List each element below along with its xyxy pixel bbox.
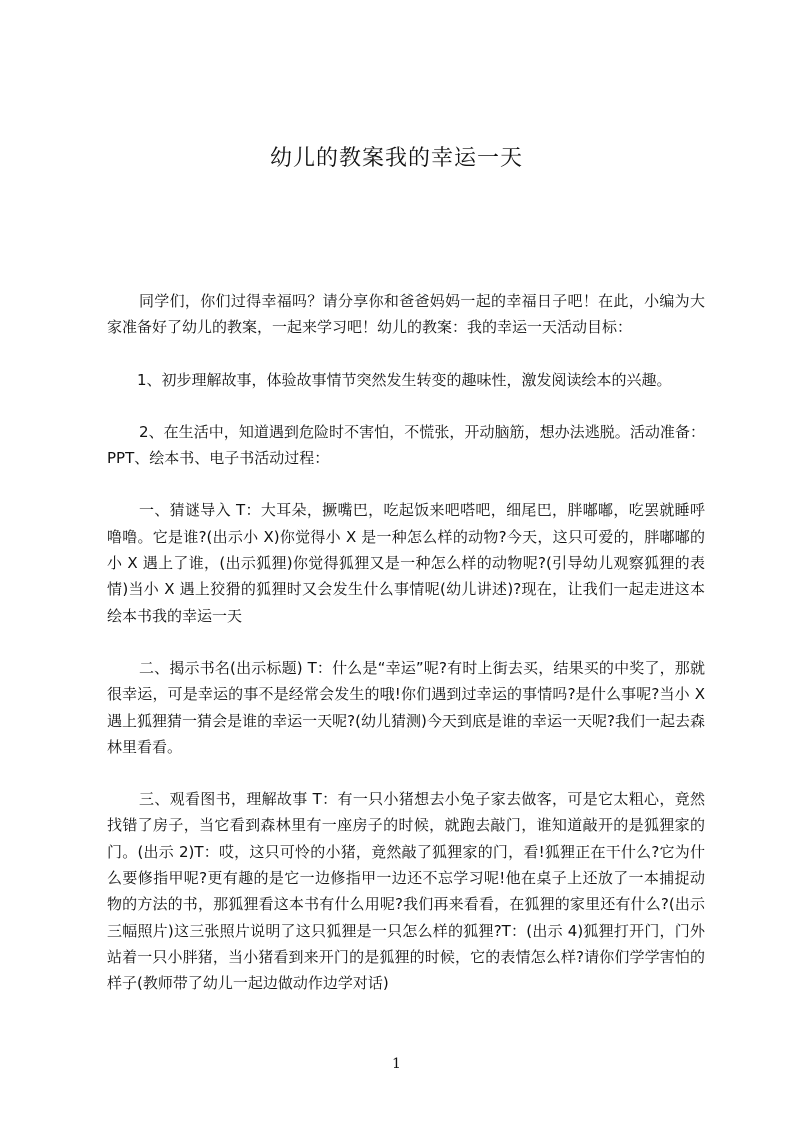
document-title: 幼儿的教案我的幸运一天 bbox=[269, 146, 523, 171]
document-body bbox=[107, 288, 705, 1023]
paragraph-objective-2: 2、在生活中，知道遇到危险时不害怕，不慌张，开动脑筋，想办法逃脱。活动准备：PPT、绘本书、电子书活动过程： bbox=[107, 422, 705, 468]
paragraph-intro: 同学们，你们过得幸福吗？请分享你和爸爸妈妈一起的幸福日子吧！在此，小编为大家准备好了幼儿的教案，一起来学习吧！幼儿的教案：我的幸运一天活动目标： bbox=[107, 292, 705, 337]
paragraph-objective-1: 1、初步理解故事，体验故事情节突然发生转变的趣味性，激发阅读绘本的兴趣。 bbox=[137, 370, 672, 389]
page-number: 1 bbox=[392, 1056, 401, 1072]
paragraph-section-1: 一、猜谜导入 T：大耳朵，撅嘴巴，吃起饭来吧嗒吧，细尾巴，胖嘟嘟，吃罢就睡呼噜噜。它是谁?(出示小 X)你觉得小 X 是一种怎么样的动物?今天，这只可爱的，胖嘟嘟的小 X 遇上了谁，(出示狐狸)你觉得狐狸又是一种怎么样的动物呢?(引导幼儿观察狐狸的表情)当小 X 遇上狡猾的狐狸时又会发生什么事情呢(幼儿讲述)?现在，让我们一起走进这本绘本书我的幸运一天 bbox=[107, 501, 705, 625]
paragraph-section-2: 二、揭示书名(出示标题) T：什么是“幸运”呢?有时上街去买，结果买的中奖了，那就很幸运，可是幸运的事不是经常会发生的哦!你们遇到过幸运的事情吗?是什么事呢?当小 X 遇上狐狸猜一猜会是谁的幸运一天呢?(幼儿猜测)今天到底是谁的幸运一天呢?我们一起去森林里看看。 bbox=[107, 658, 705, 756]
paragraph-section-3: 三、观看图书，理解故事 T：有一只小猪想去小兔子家去做客，可是它太粗心，竟然找错了房子，当它看到森林里有一座房子的时候，就跑去敲门，谁知道敲开的是狐狸家的门。(出示 2)T：哎，这只可怜的小猪，竟然敲了狐狸家的门，看!狐狸正在干什么?它为什么要修指甲呢?更有趣的是它一边修指甲一边还不忘学习呢!他在桌子上还放了一本捕捉动物的方法的书，那狐狸看这本书有什么用呢?我们再来看看，在狐狸的家里还有什么?(出示三幅照片)这三张照片说明了这只狐狸是一只怎么样的狐狸?T：(出示 4)狐狸打开门，门外站着一只小胖猪，当小猪看到来开门的是狐狸的时候，它的表情怎么样?请你们学学害怕的样子(教师带了幼儿一起边做动作边学对话) bbox=[107, 790, 705, 993]
